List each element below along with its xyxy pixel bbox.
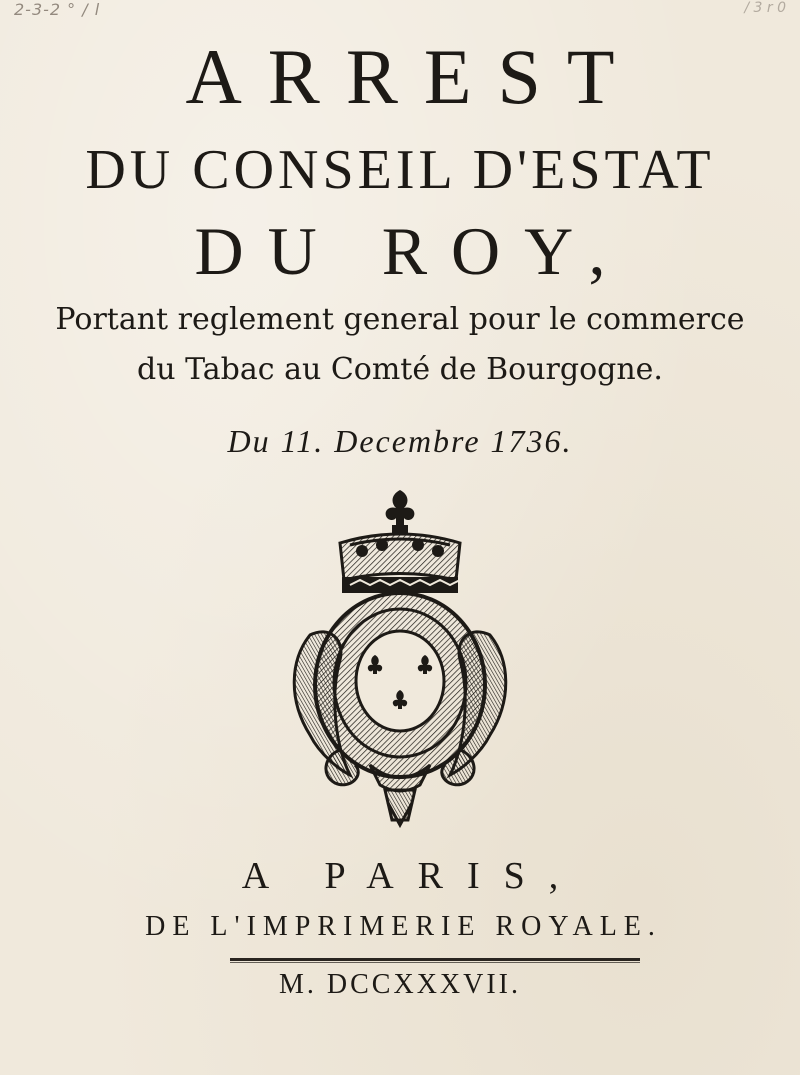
description-line-2: du Tabac au Comté de Bourgogne. <box>137 352 663 387</box>
imprint-printer: DE L'IMPRIMERIE ROYALE. <box>145 911 662 942</box>
handwritten-annotation-right: / 3 r 0 <box>744 0 786 16</box>
description-line-1: Portant reglement general pour le commerce <box>55 302 745 337</box>
decree-date: Du 11. Decembre 1736. <box>227 423 573 459</box>
subtitle-roy: DU ROY, <box>194 213 630 289</box>
subtitle-conseil: DU CONSEIL D'ESTAT <box>85 139 715 201</box>
handwritten-annotation-left: 2-3-2 ° / l <box>14 0 101 19</box>
divider-rule <box>230 958 640 961</box>
imprint-place: A PARIS, <box>241 855 583 897</box>
divider-rule-thin <box>230 962 640 963</box>
title-arrest: ARREST <box>185 33 641 120</box>
royal-arms-icon <box>280 485 520 830</box>
imprint-year: M. DCCXXXVII. <box>279 969 521 1000</box>
